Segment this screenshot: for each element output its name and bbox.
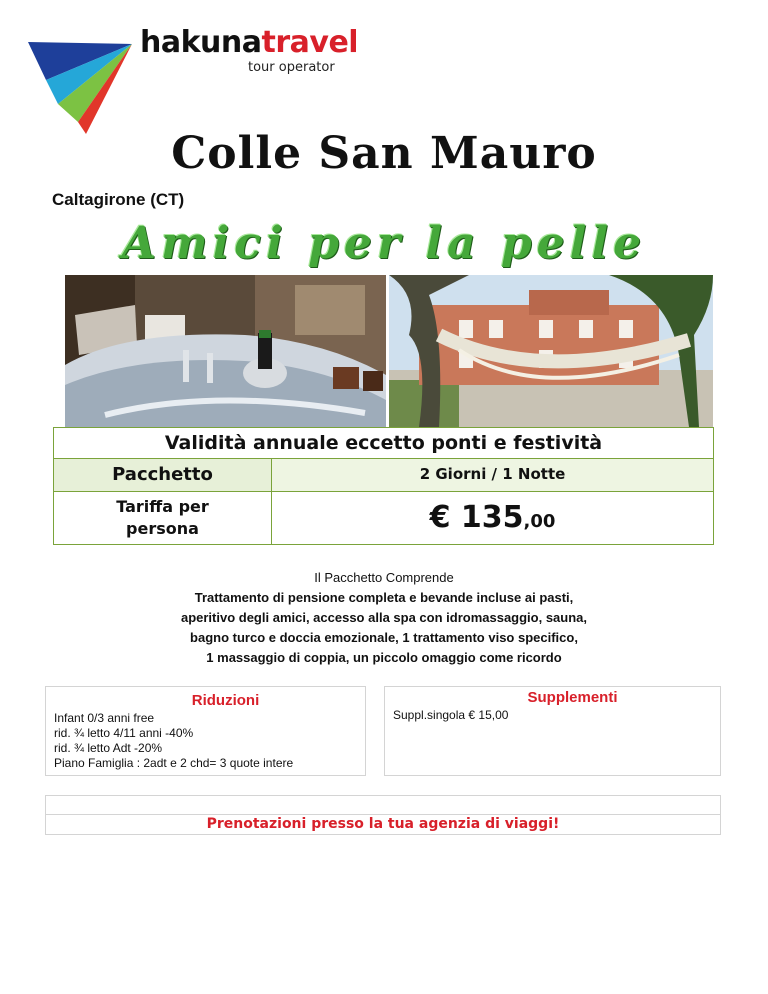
booking-box (45, 795, 721, 835)
rate-label (54, 492, 272, 544)
brand-logo (28, 22, 359, 137)
package-table (53, 427, 714, 545)
supplements-box (384, 686, 721, 776)
reduction-item: rid. ¾ letto Adt -20% (54, 741, 163, 755)
supplement-item: Suppl.singola € 15,00 (393, 708, 509, 722)
reductions-box (45, 686, 366, 776)
rate-label-line2: persona (126, 519, 199, 538)
rate-label-line1: Tariffa per (116, 497, 209, 516)
includes-line: aperitivo degli amici, accesso alla spa con idromassaggio, sauna, (180, 610, 588, 625)
rate-price (272, 492, 713, 544)
includes-line: Trattamento di pensione completa e bevande incluse ai pasti, (194, 590, 574, 605)
reduction-item: rid. ¾ letto 4/11 anni -40% (54, 726, 194, 740)
validity-text: Validità annuale eccetto ponti e festività (54, 428, 713, 458)
rate-row (54, 491, 713, 544)
includes-line: bagno turco e doccia emozionale, 1 trattamento viso specifico, (190, 630, 578, 645)
booking-text: Prenotazioni presso la tua agenzia di viaggi! (206, 816, 560, 832)
reductions-heading: Riduzioni (191, 692, 260, 709)
includes-heading: Il Pacchetto Comprende (314, 570, 454, 585)
villa-photo (389, 275, 713, 427)
offer-title: Amici per la pelle (121, 218, 647, 269)
booking-divider (46, 814, 720, 815)
reduction-item: Piano Famiglia : 2adt e 2 chd= 3 quote intere (54, 756, 294, 770)
supplements-heading: Supplementi (527, 689, 618, 706)
package-label: Pacchetto (54, 459, 272, 491)
spa-photo (65, 275, 386, 427)
brand-tagline: tour operator (248, 60, 335, 75)
price-decimal: ,00 (523, 511, 556, 532)
logo-swoosh-icon (28, 22, 140, 137)
reduction-item: Infant 0/3 anni free (54, 711, 155, 725)
price-main: € 135 (429, 500, 524, 535)
brand-name: hakunatravel (140, 25, 359, 60)
package-row (54, 458, 713, 491)
package-includes (0, 568, 768, 668)
hotel-location: Caltagirone (CT) (52, 190, 185, 209)
includes-line: 1 massaggio di coppia, un piccolo omaggio come ricordo (206, 650, 562, 665)
package-value: 2 Giorni / 1 Notte (272, 459, 713, 491)
hotel-name: Colle San Mauro (171, 128, 597, 179)
